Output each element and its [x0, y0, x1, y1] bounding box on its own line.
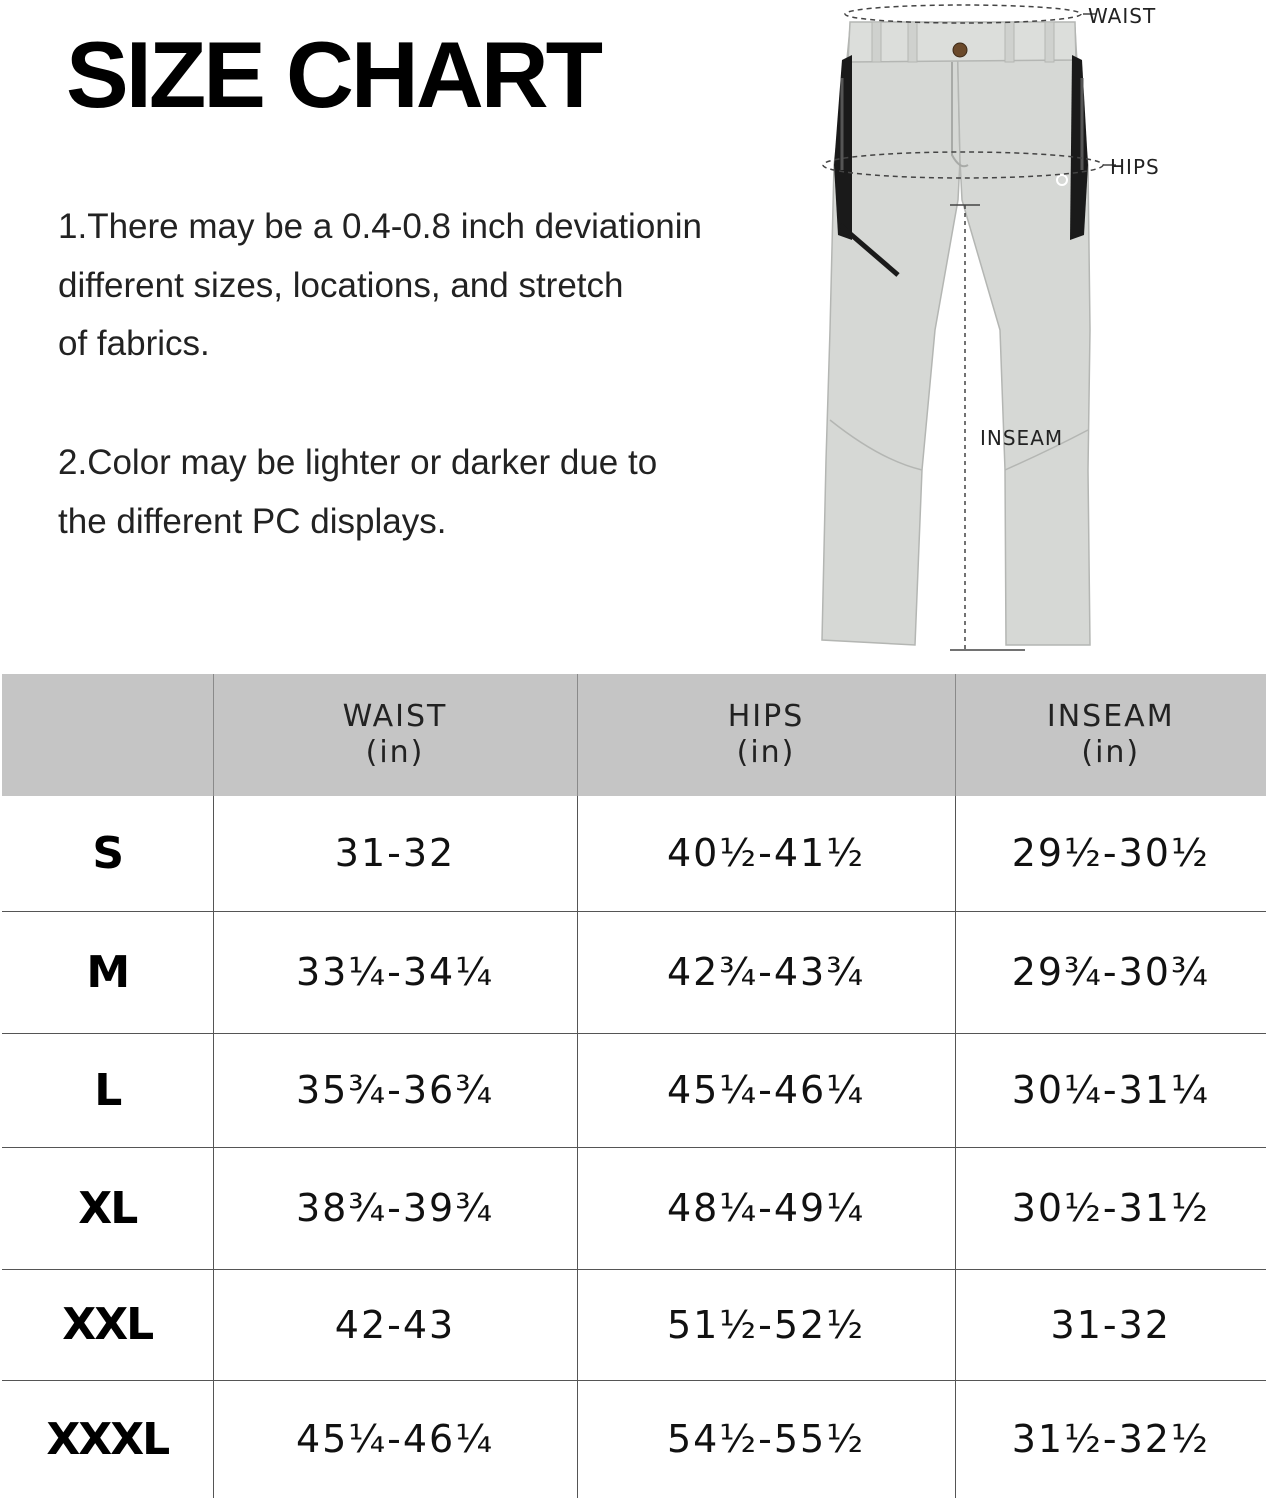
inseam-measure-label: INSEAM: [980, 426, 1064, 450]
note-line: of fabrics.: [58, 324, 210, 363]
waist-cell: 33¼-34¼: [213, 911, 577, 1033]
hips-cell: 54½-55½: [577, 1380, 955, 1498]
header-size: [2, 674, 213, 796]
size-cell: XXXL: [46, 1413, 169, 1465]
hips-cell: 51½-52½: [577, 1269, 955, 1380]
header-hips: [577, 674, 955, 796]
header-label: WAIST: [342, 699, 448, 734]
header-unit: (in): [1081, 735, 1141, 770]
size-table: [2, 674, 1266, 1498]
inseam-cell: 29½-30½: [955, 796, 1266, 911]
note-line: the different PC displays.: [58, 501, 447, 541]
header-waist: [213, 674, 577, 796]
header-unit: (in): [736, 735, 796, 770]
header-label: HIPS: [727, 699, 805, 734]
note-deviation: [58, 198, 778, 374]
hips-cell: 45¼-46¼: [577, 1033, 955, 1147]
size-cell: XXL: [2, 1269, 213, 1380]
size-cell: L: [2, 1033, 213, 1147]
table-row: [2, 911, 1266, 1033]
size-cell: M: [2, 911, 213, 1033]
table-row: [2, 1033, 1266, 1147]
inseam-cell: 29¾-30¾: [955, 911, 1266, 1033]
page-title: SIZE CHART: [66, 22, 600, 127]
inseam-cell: 31-32: [955, 1269, 1266, 1380]
header-inseam: [955, 674, 1266, 796]
inseam-cell: 31½-32½: [955, 1380, 1266, 1498]
header-label: INSEAM: [1046, 699, 1175, 734]
header-unit: (in): [365, 735, 425, 770]
table-row: [2, 796, 1266, 911]
waist-cell: 35¾-36¾: [213, 1033, 577, 1147]
size-cell: S: [2, 796, 213, 911]
size-cell: XL: [2, 1147, 213, 1269]
inseam-cell: 30¼-31¼: [955, 1033, 1266, 1147]
hips-cell: 48¼-49¼: [577, 1147, 955, 1269]
waist-cell: 38¾-39¾: [213, 1147, 577, 1269]
hips-measure-label: HIPS: [1110, 155, 1160, 179]
note-line: different sizes, locations, and stretch: [58, 265, 624, 305]
waist-measure-label: WAIST: [1088, 4, 1157, 28]
inseam-cell: 30½-31½: [955, 1147, 1266, 1269]
note-line: 2.Color may be lighter or darker due to: [58, 443, 658, 482]
waist-cell: 31-32: [213, 796, 577, 911]
table-row: [2, 1269, 1266, 1380]
note-line: 1.There may be a 0.4-0.8 inch deviationin: [58, 207, 702, 246]
waist-cell: 45¼-46¼: [213, 1380, 577, 1498]
table-header-row: [2, 674, 1266, 796]
pants-illustration: [800, 0, 1269, 660]
hips-cell: 42¾-43¾: [577, 911, 955, 1033]
note-color: [58, 434, 778, 551]
table-row: [2, 1380, 1266, 1498]
waist-cell: 42-43: [213, 1269, 577, 1380]
pants-measurement-figure: [800, 0, 1269, 660]
table-row: [2, 1147, 1266, 1269]
hips-cell: 40½-41½: [577, 796, 955, 911]
